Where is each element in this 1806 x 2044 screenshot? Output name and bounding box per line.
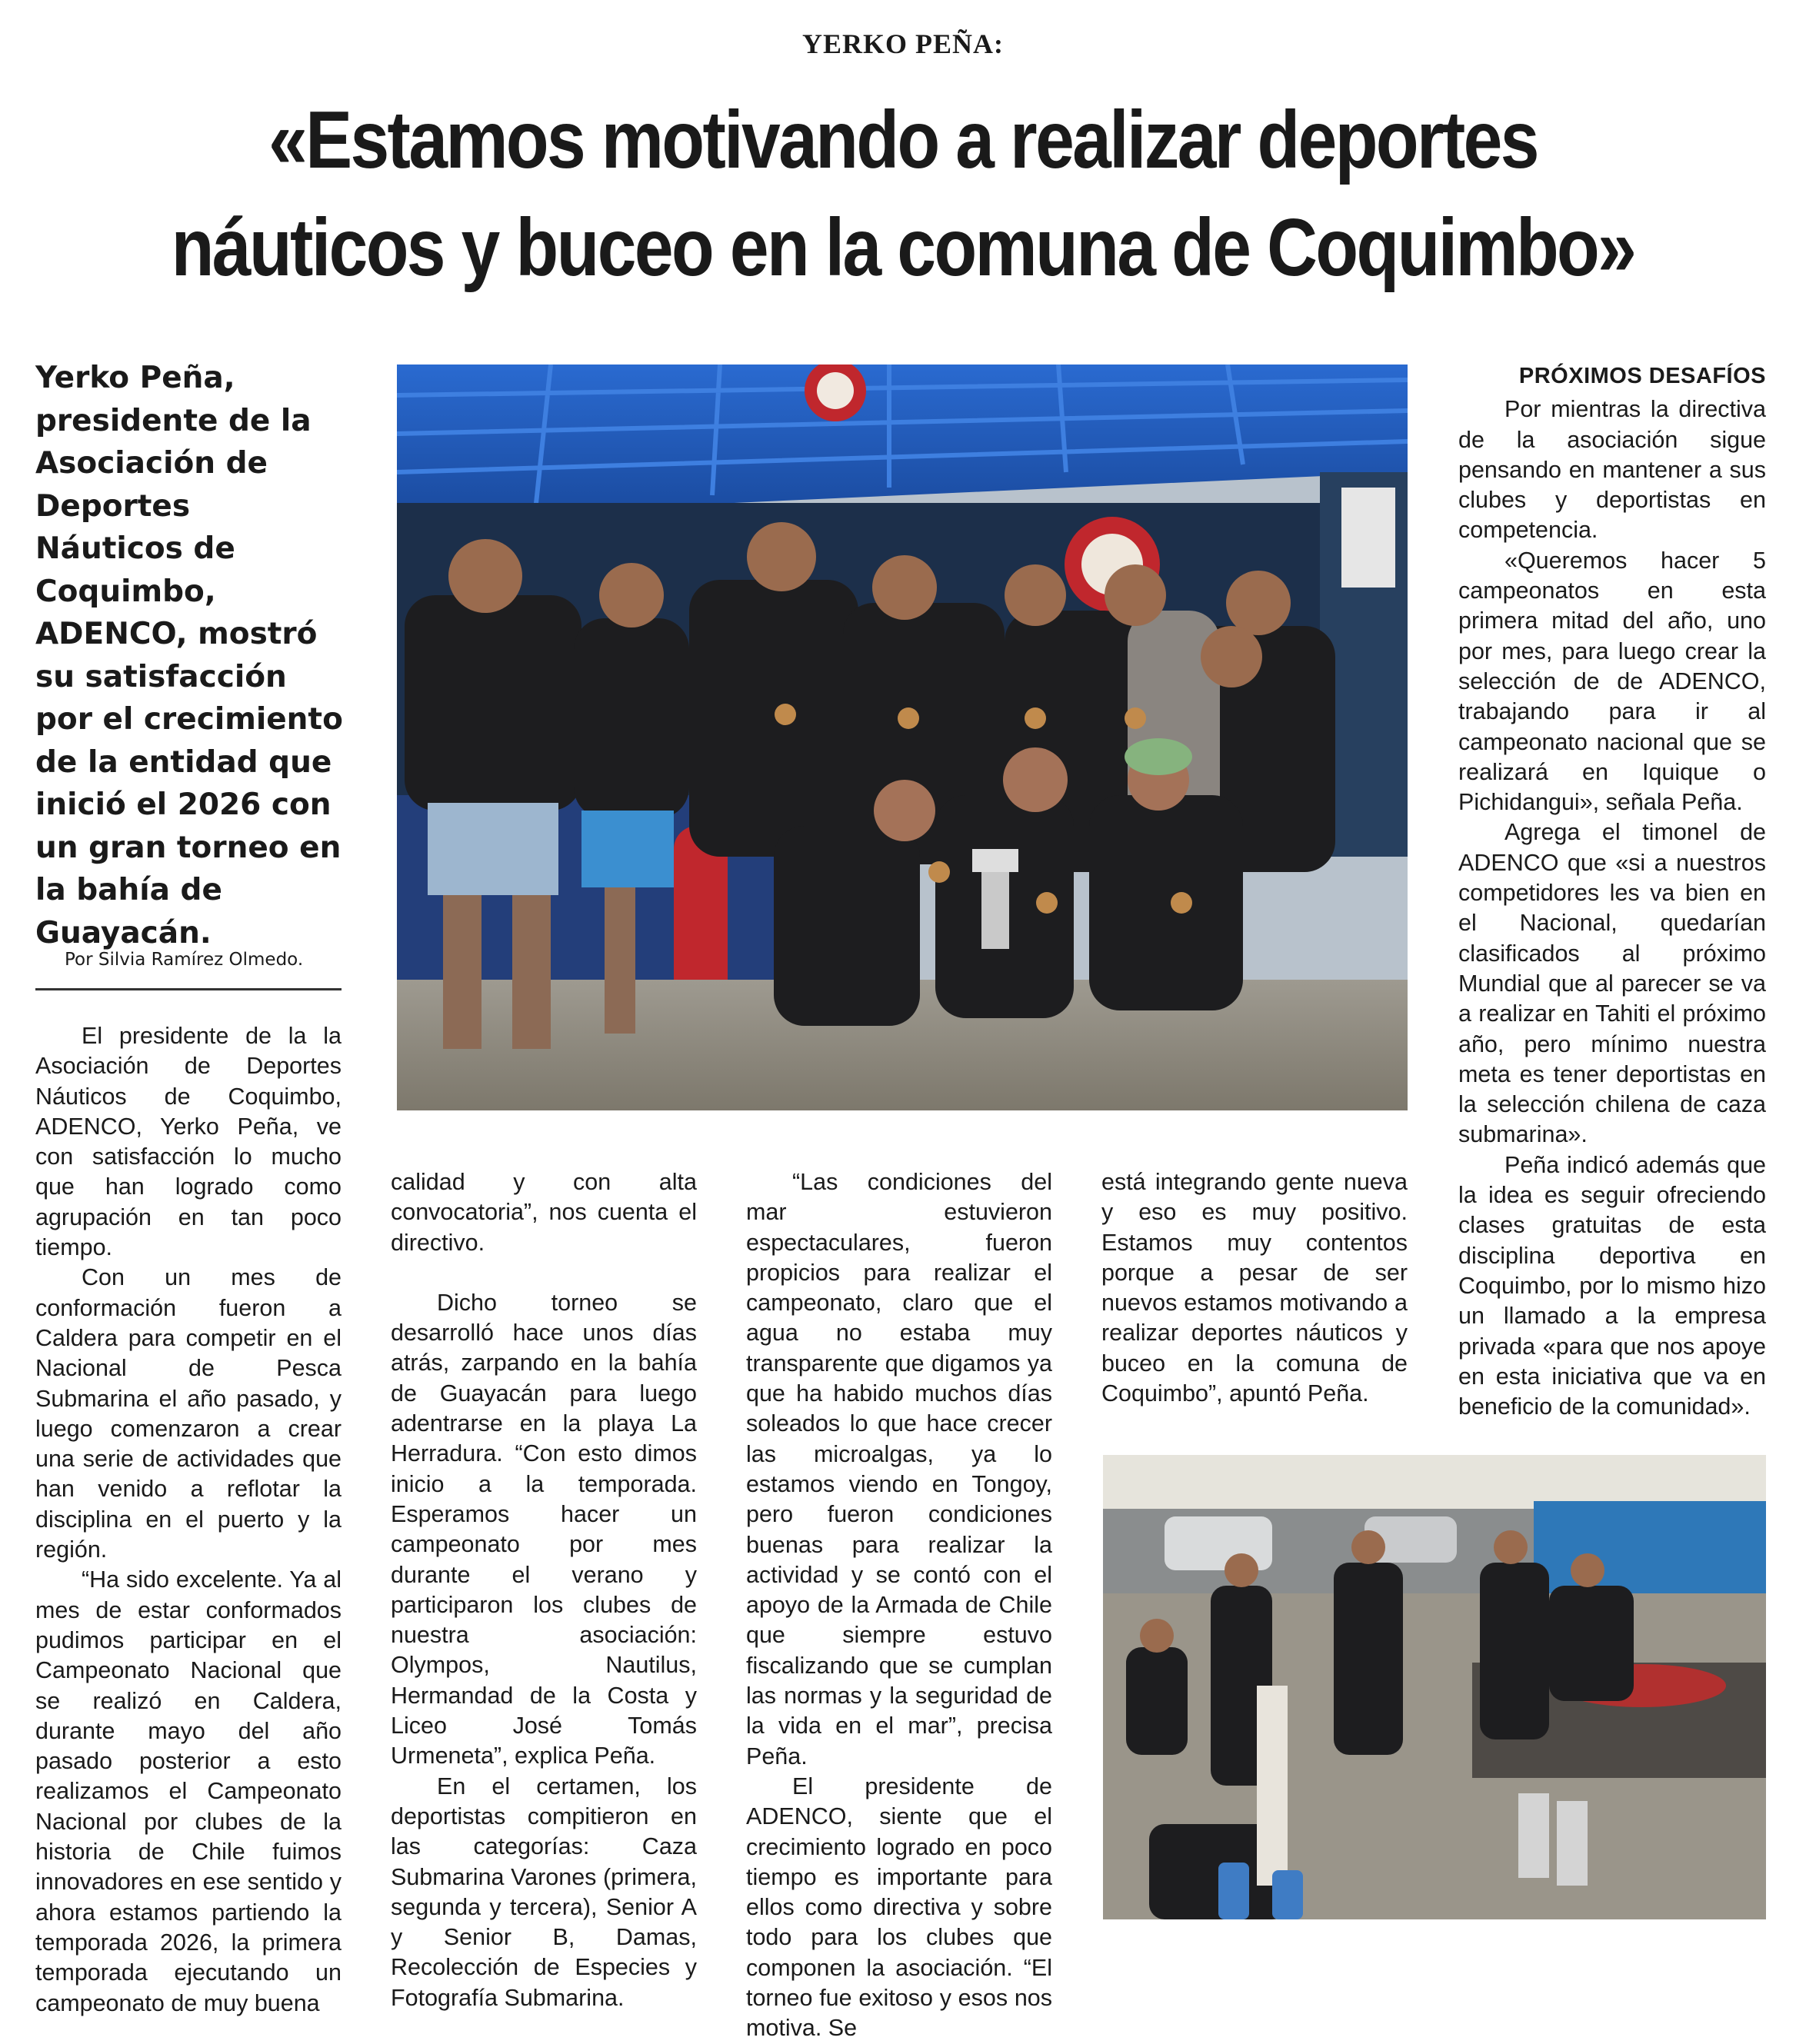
paragraph: El presidente de ADENCO, siente que el crecimiento logrado en poco tiempo es importante para ellos como directiva y sobre todo para los clubes que componen la asociación. “El torneo fue exitoso y esos nos motiva. Se (746, 1773, 1052, 2042)
paragraph: En el certamen, los deportistas compitieron en las categorías: Caza Submarina Varones (primera, segunda y tercera), Senior A y Senior B, Damas, Recolección de Especies y Fotografía Submarina. (391, 1773, 697, 2011)
paragraph: calidad y con alta convocatoria”, nos cuenta el directivo. (391, 1169, 697, 1256)
paragraph: Con un mes de conformación fueron a Caldera para competir en el Nacional de Pesca Submarina el año pasado, y luego comenzaron a crear una serie de actividades que han venido a reflotar la disciplina en el puerto y la región. (35, 1264, 342, 1563)
team-photo-illustration (397, 365, 1408, 1110)
lead-paragraph: Yerko Peña, presidente de la Asociación de Deportes Náuticos de Coquimbo, ADENCO, mostró su satisfacción por el crecimiento de la entidad que inició el 2026 con un gran torneo en la bahía de Guayacán. (35, 361, 343, 950)
paragraph: Dicho torneo se desarrolló hace unos días atrás, zarpando en la bahía de Guayacán para luego adentrarse en la playa La Herradura. “Con esto dimos inicio a la temporada. Esperamos hacer un campeonato por mes durante el verano y participaron los clubes de nuestra asociación: Olympos, Nautilus, Hermandad de la Costa y Liceo José Tomás Urmeneta”, explica Peña. (391, 1289, 697, 1769)
headline (153, 86, 1653, 301)
headline-line-2: náuticos y buceo en la comuna de Coquimbo» (171, 202, 1635, 293)
weigh-in-photo (1103, 1455, 1766, 1919)
weigh-in-photo-illustration (1103, 1455, 1766, 1919)
body-column-5 (1458, 361, 1766, 1422)
byline-divider (35, 988, 342, 990)
paragraph: está integrando gente nueva y eso es muy positivo. Estamos muy contentos porque a pesar de ser nuevos estamos motivando a realizar deportes náuticos y buceo en la comuna de Coquimbo”, apuntó Peña. (1101, 1169, 1408, 1407)
paragraph: Peña indicó además que la idea es seguir ofreciendo clases gratuitas de esta disciplina deportiva en Coquimbo, por lo mismo hizo un llamado a la empresa privada «para que nos apoye en esta iniciativa que va en beneficio de la comunidad». (1458, 1151, 1766, 1420)
paragraph: Agrega el timonel de ADENCO que «si a nuestros competidores les va bien en el Nacional, quedarían clasificados al próximo Mundial que al parecer se va a realizar en Tahiti el próximo año, pero mínimo nuestra meta es tener deportistas en la selección chilena de caza submarina». (1458, 819, 1766, 1148)
body-column-2 (391, 1167, 697, 2013)
paragraph: El presidente de la la Asociación de Deportes Náuticos de Coquimbo, ADENCO, Yerko Peña, ve con satisfacción lo mucho que han logrado como agrupación en tan poco tiempo. (35, 1023, 342, 1261)
headline-line-1: «Estamos motivando a realizar deportes (268, 95, 1538, 185)
body-column-4 (1101, 1167, 1408, 1409)
article-kicker: YERKO PEÑA: (802, 28, 1004, 59)
body-column-3 (746, 1167, 1052, 2044)
byline: Por Silvia Ramírez Olmedo. (65, 950, 304, 970)
body-column-1 (35, 1021, 342, 2019)
team-photo (397, 365, 1408, 1110)
paragraph: «Queremos hacer 5 campeonatos en esta primera mitad del año, uno por mes, para luego crear la selección de de ADENCO, trabajando para ir al campeonato nacional que se realizará en Iquique o Pichidangui», señala Peña. (1458, 547, 1766, 816)
section-subhead: PRÓXIMOS DESAFÍOS (1518, 364, 1766, 388)
paragraph: Por mientras la directiva de la asociación sigue pensando en mantener a sus clubes y deportistas en competencia. (1458, 396, 1766, 544)
paragraph: “Ha sido excelente. Ya al mes de estar conformados pudimos participar en el Campeonato Nacional que se realizó en Caldera, durante mayo del año pasado posterior a esto realizamos el Campeonato Nacional por clubes de la historia de Chile fuimos innovadores en ese sentido y ahora estamos partiendo la temporada 2026, la primera temporada ejecutando un campeonato de muy buena (35, 1566, 342, 2016)
paragraph: “Las condiciones del mar estuvieron espectaculares, fueron propicios para realizar el campeonato, claro que el agua no estaba muy transparente que digamos ya que ha habido muchos días soleados lo que hace crecer las microalgas, ya lo estamos viendo en Tongoy, pero fueron condiciones buenas para realizar la actividad y se contó con el apoyo de la Armada de Chile que siempre estuvo fiscalizando que se cumplan las normas y la seguridad de la vida en el mar”, precisa Peña. (746, 1169, 1052, 1769)
